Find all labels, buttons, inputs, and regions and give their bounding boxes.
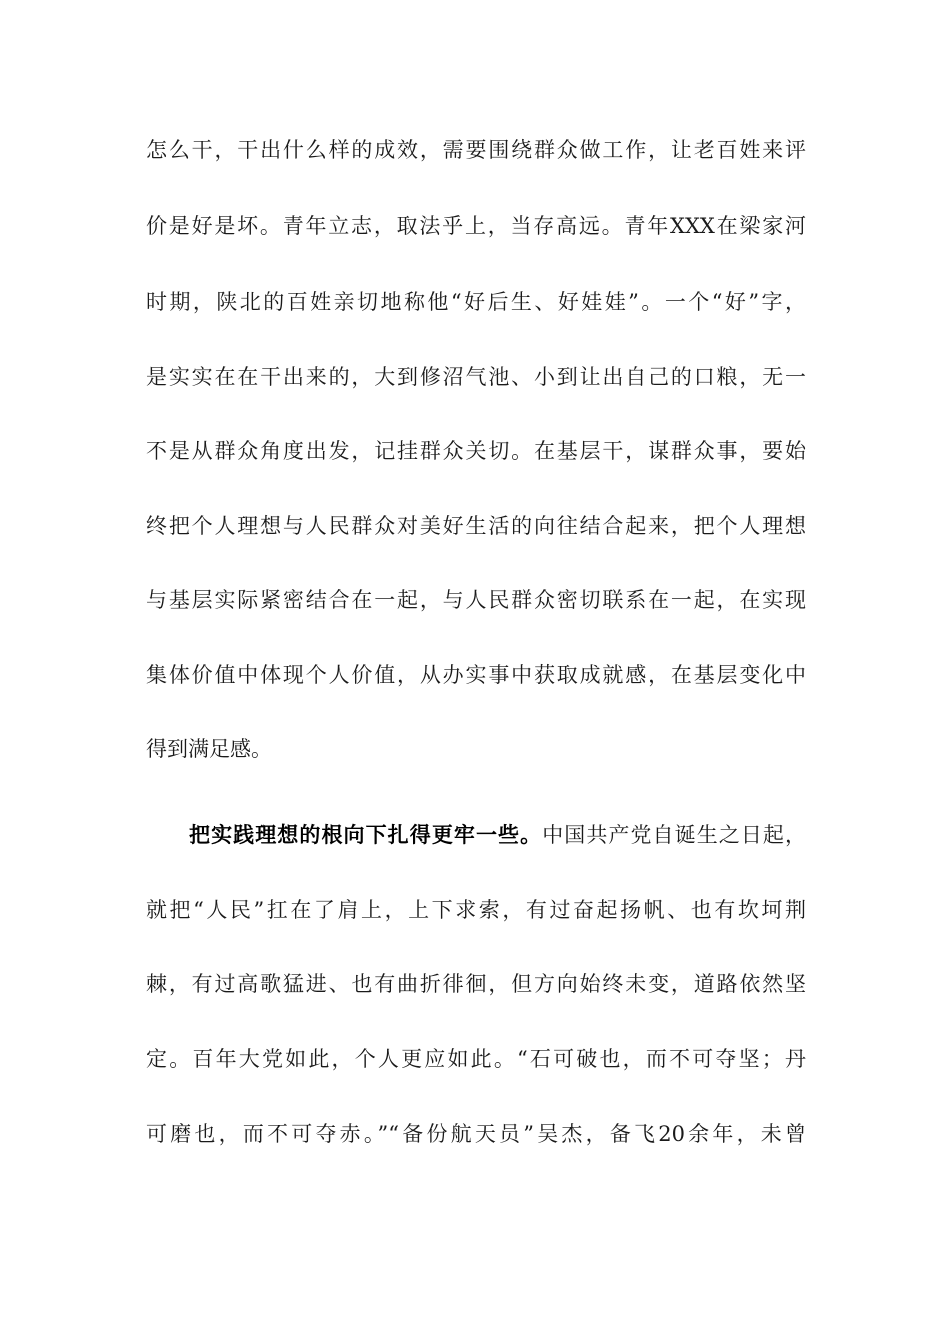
paragraph-line: 终把个人理想与人民群众对美好生活的向往结合起来，把个人理想 xyxy=(146,514,806,538)
paragraph-line: 不是从群众角度出发，记挂群众关切。在基层干，谋群众事，要始 xyxy=(146,439,806,463)
paragraph-first-line-text: 中国共产党自诞生之日起， xyxy=(542,823,806,847)
paragraph-line: 时期，陕北的百姓亲切地称他“好后生、好娃娃”。一个“好”字， xyxy=(146,290,806,314)
paragraph-line: 集体价值中体现个人价值，从办实事中获取成就感，在基层变化中 xyxy=(146,663,806,687)
paragraph-line: 是实实在在干出来的，大到修沼气池、小到让出自己的口粮，无一 xyxy=(146,365,806,389)
paragraph-line: 与基层实际紧密结合在一起，与人民群众密切联系在一起，在实现 xyxy=(146,588,806,612)
paragraph-first-line xyxy=(189,815,806,855)
paragraph-line: 价是好是坏。青年立志，取法乎上，当存高远。青年XXX在梁家河 xyxy=(146,214,806,238)
paragraph-heading: 把实践理想的根向下扎得更牢一些。 xyxy=(189,822,543,847)
paragraph-last-line: 得到满足感。 xyxy=(146,737,272,761)
paragraph-line: 定。百年大党如此，个人更应如此。“石可破也，而不可夺坚；丹 xyxy=(146,1047,806,1071)
paragraph-line: 怎么干，干出什么样的成效，需要围绕群众做工作，让老百姓来评 xyxy=(146,138,806,162)
paragraph-line: 棘，有过高歌猛进、也有曲折徘徊，但方向始终未变，道路依然坚 xyxy=(146,972,806,996)
paragraph-line: 就把“人民”扛在了肩上，上下求索，有过奋起扬帆、也有坎坷荆 xyxy=(146,898,806,922)
paragraph-line: 可磨也，而不可夺赤。”“备份航天员”吴杰，备飞20余年，未曾 xyxy=(146,1122,806,1146)
